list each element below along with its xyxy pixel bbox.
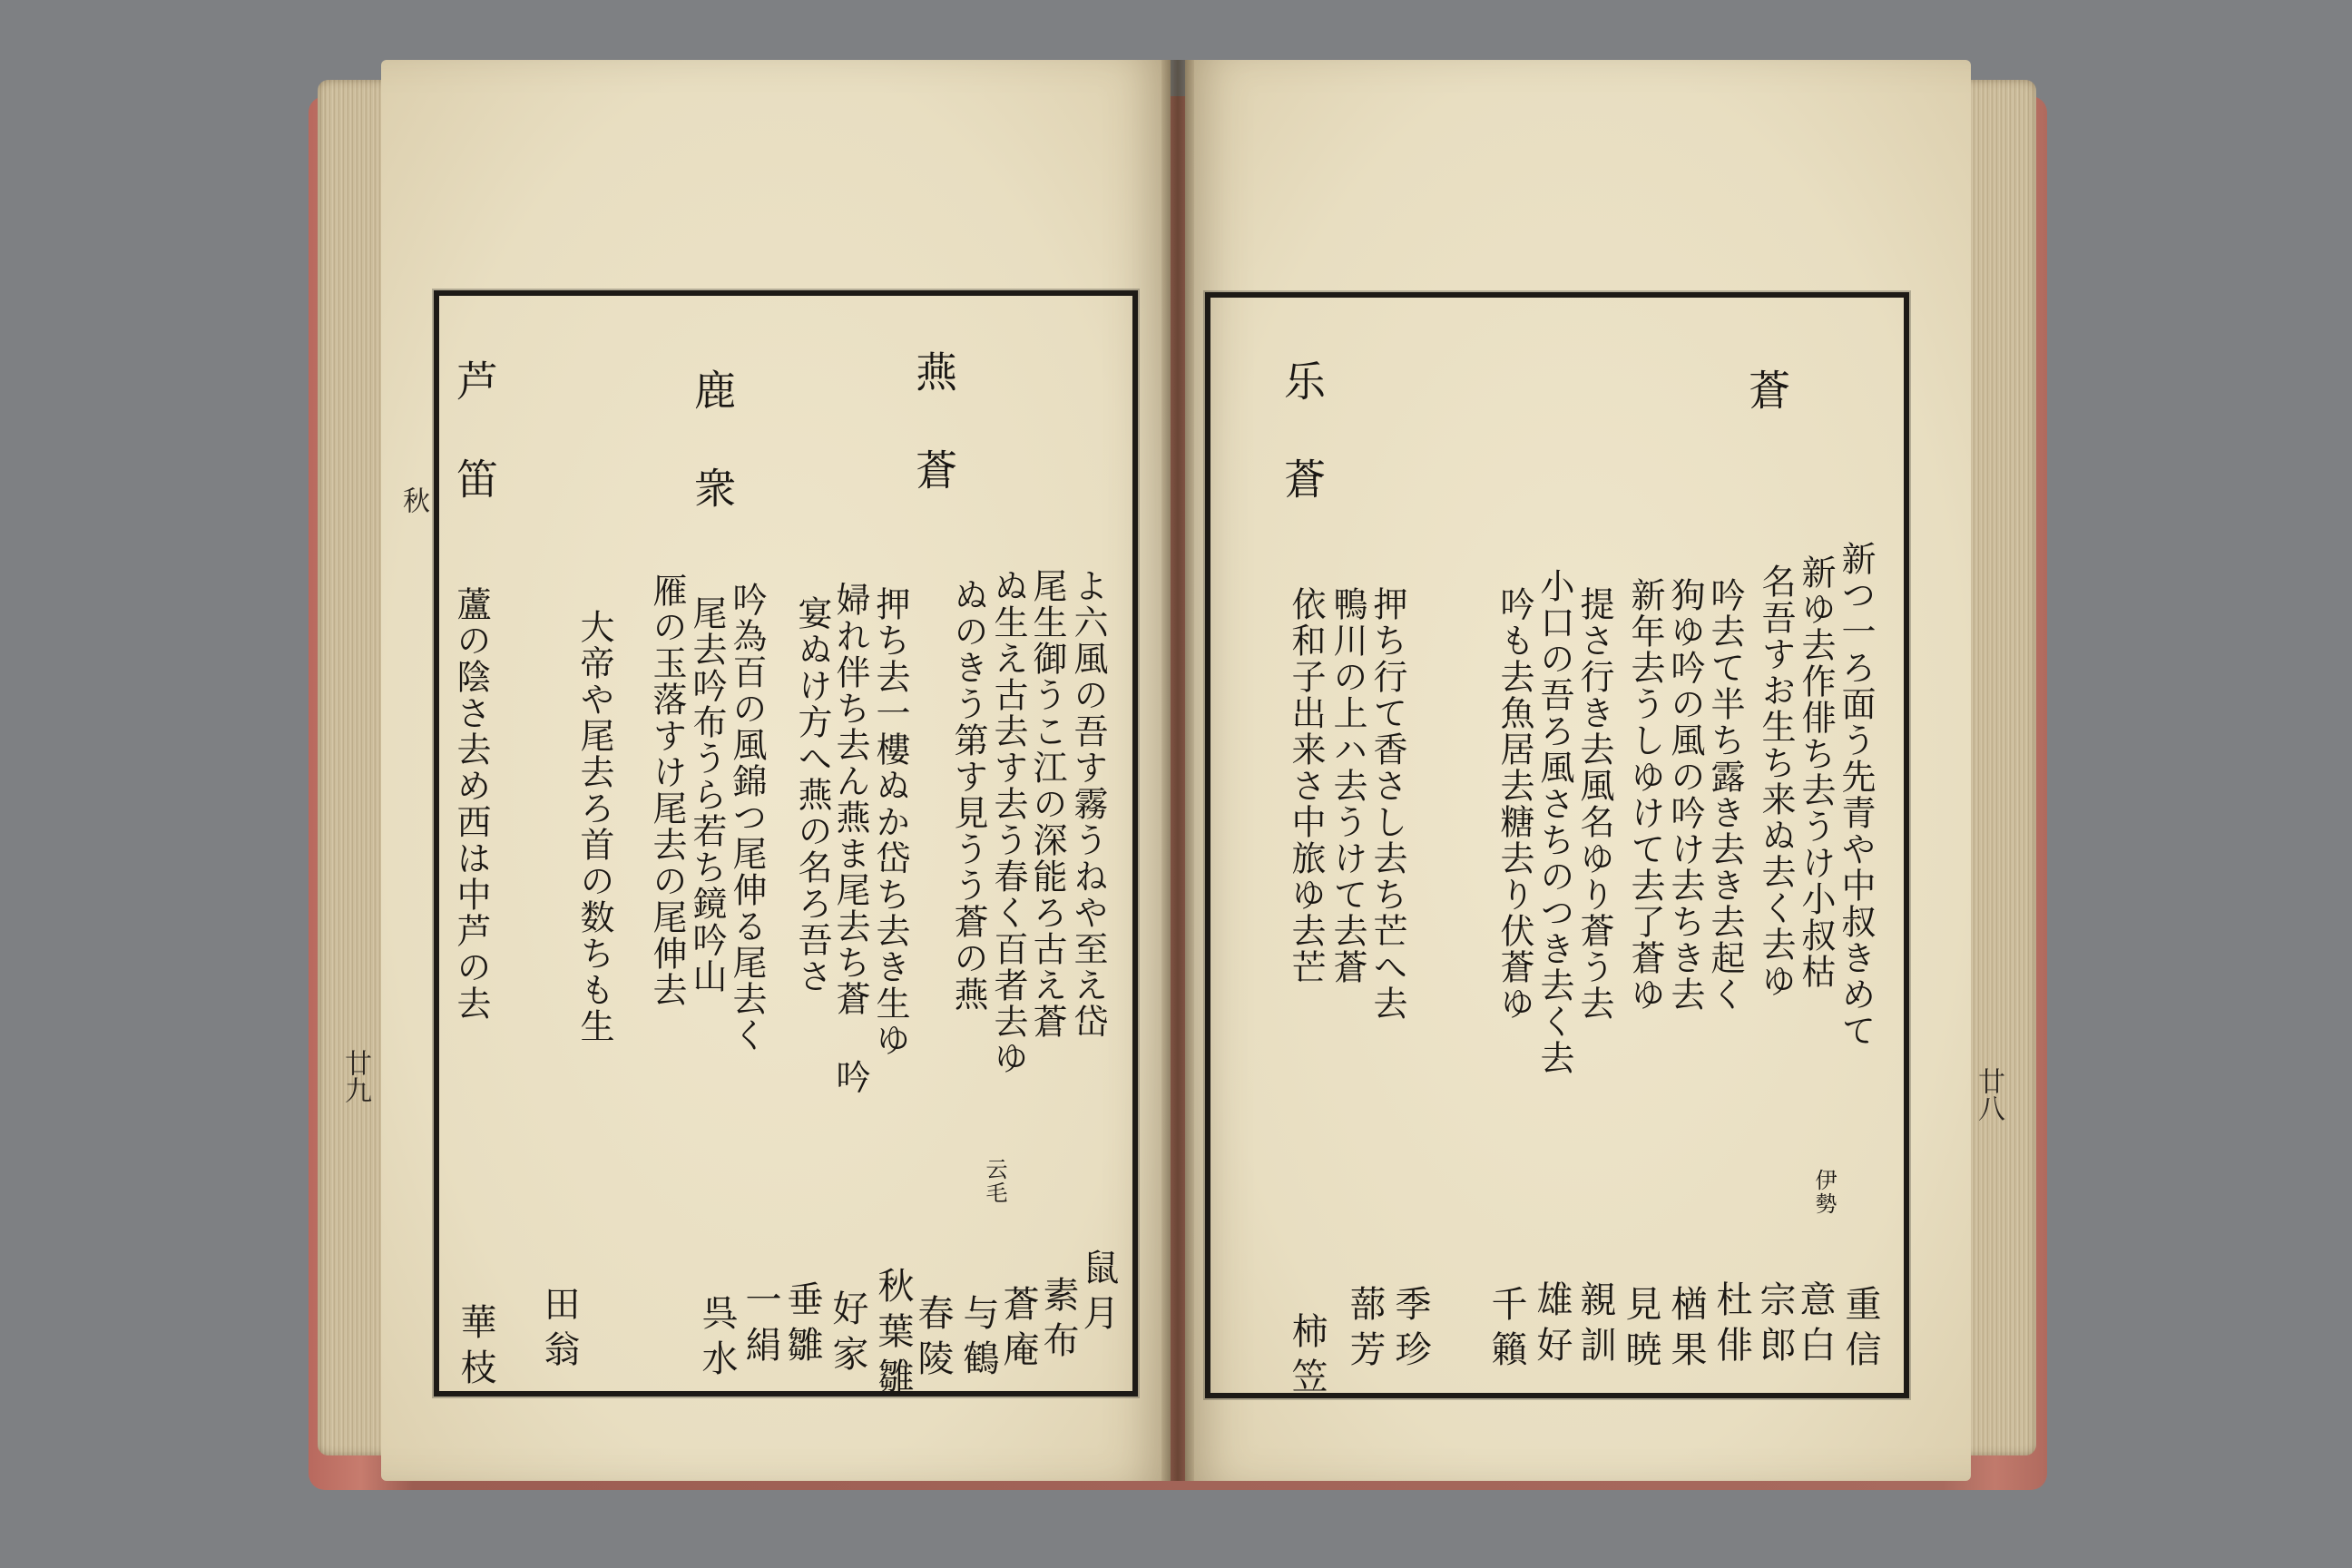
left-note: 云毛 [982,1158,1007,1205]
left-author-9: 一絹 [740,1280,781,1371]
left-author-2: 素布 [1037,1276,1079,1367]
left-author-3: 蒼庵 [997,1285,1039,1376]
right-author-8: 雄好 [1531,1280,1573,1371]
left-verse-11: 大帝や尾去ろ首の数ちも生 [574,609,614,1044]
open-book [309,60,2047,1490]
right-author-3: 宗郎 [1754,1280,1796,1371]
left-verse-12: 蘆の陰さ去め西は中芦の去 [451,586,491,1022]
right-verse-2: 新ゆ去作俳ち去うけ小叔枯 [1796,554,1836,990]
page-edge-left [318,80,390,1455]
left-verse-2: 尾生御うこ江の深能ろ古え蒼 [1027,568,1067,1040]
left-author-10: 呉水 [696,1294,738,1385]
left-verse-6: 婦れ伴ち去ん燕ま尾去ち蒼 吟 [830,582,870,1095]
right-verse-5: 狗ゆ吟の風の吟け去ちき去 [1665,577,1705,1013]
left-verse-4: ぬのきう第す見うう蒼の燕 [948,577,988,1013]
left-verse-1: よ六風の吾す霧うねや至え岱 [1068,568,1108,1040]
right-author-9: 千籟 [1485,1285,1527,1376]
right-verse-12: 依和子出来さ中旅ゆ去芒 [1286,586,1326,985]
left-verse-7: 宴ぬけ方へ燕の名ろ吾さ [792,595,832,995]
left-verse-5: 押ち去一樓ぬか岱ち去き生ゆ [870,586,910,1058]
right-author-6: 見暁 [1620,1285,1661,1376]
left-author-5: 春陵 [912,1294,954,1385]
right-verse-7: 提さ行き去風名ゆり蒼う去 [1574,586,1614,1022]
left-author-1: 鼠月 [1077,1249,1119,1339]
right-author-12: 柿笠 [1286,1312,1328,1403]
left-author-12: 華枝 [455,1303,496,1394]
left-author-6: 秋葉雛 [872,1267,914,1403]
right-verse-4: 吟去て半ち露き去き去起く [1705,577,1745,1013]
right-note: 伊勢 [1811,1169,1837,1216]
right-verse-1: 新つ一ろ面う先青や中叔きめて [1836,541,1876,1049]
left-verse-10: 雁の玉落すけ尾去の尾伸去 [647,573,687,1008]
left-verse-3: ぬ生え古去す去う春く百者去ゆ [988,568,1028,1076]
right-verse-6: 新年去うしゆけて去了蒼ゆ [1625,577,1665,1013]
left-author-11: 田翁 [538,1285,580,1376]
season-label: 秋 [397,486,429,514]
right-verse-9: 吟も去魚居去糖去り伏蒼ゆ [1494,586,1534,1022]
right-folio: 廿八 [1973,1067,2004,1122]
left-verse-9: 尾去吟布うら若ち鏡吟山 [687,595,727,995]
left-author-8: 垂雛 [781,1280,823,1371]
right-author-11: 蔀芳 [1344,1285,1386,1376]
right-author-4: 杜俳 [1710,1280,1752,1371]
left-author-7: 好家 [827,1289,868,1380]
right-verse-8: 小口の吾ろ風さちのつき去く去 [1534,568,1574,1076]
right-heading-1: 蒼 [1742,368,1791,414]
left-heading-2: 鹿 衆 [688,368,737,512]
right-verse-3: 名吾すお生ち来ぬ去く去ゆ [1756,564,1796,999]
left-folio: 廿九 [339,1049,371,1103]
right-verse-10: 押ち行て香さし去ち芒へ去 [1367,586,1407,1022]
left-author-4: 与鶴 [957,1294,999,1385]
right-author-7: 親訓 [1574,1280,1616,1371]
left-heading-3: 芦 笛 [450,359,499,503]
right-verse-11: 鴨川の上ハ去うけて去蒼 [1328,586,1367,985]
left-heading-1: 燕 蒼 [909,350,958,494]
right-author-10: 季珍 [1389,1285,1431,1376]
right-author-1: 重信 [1839,1285,1881,1376]
right-author-5: 楢果 [1665,1285,1707,1376]
right-author-2: 意白 [1794,1280,1836,1371]
left-verse-8: 吟為百の風錦つ尾伸る尾去く [727,582,767,1054]
right-heading-2: 乐 蒼 [1278,359,1327,503]
book-gutter [1161,60,1194,1481]
